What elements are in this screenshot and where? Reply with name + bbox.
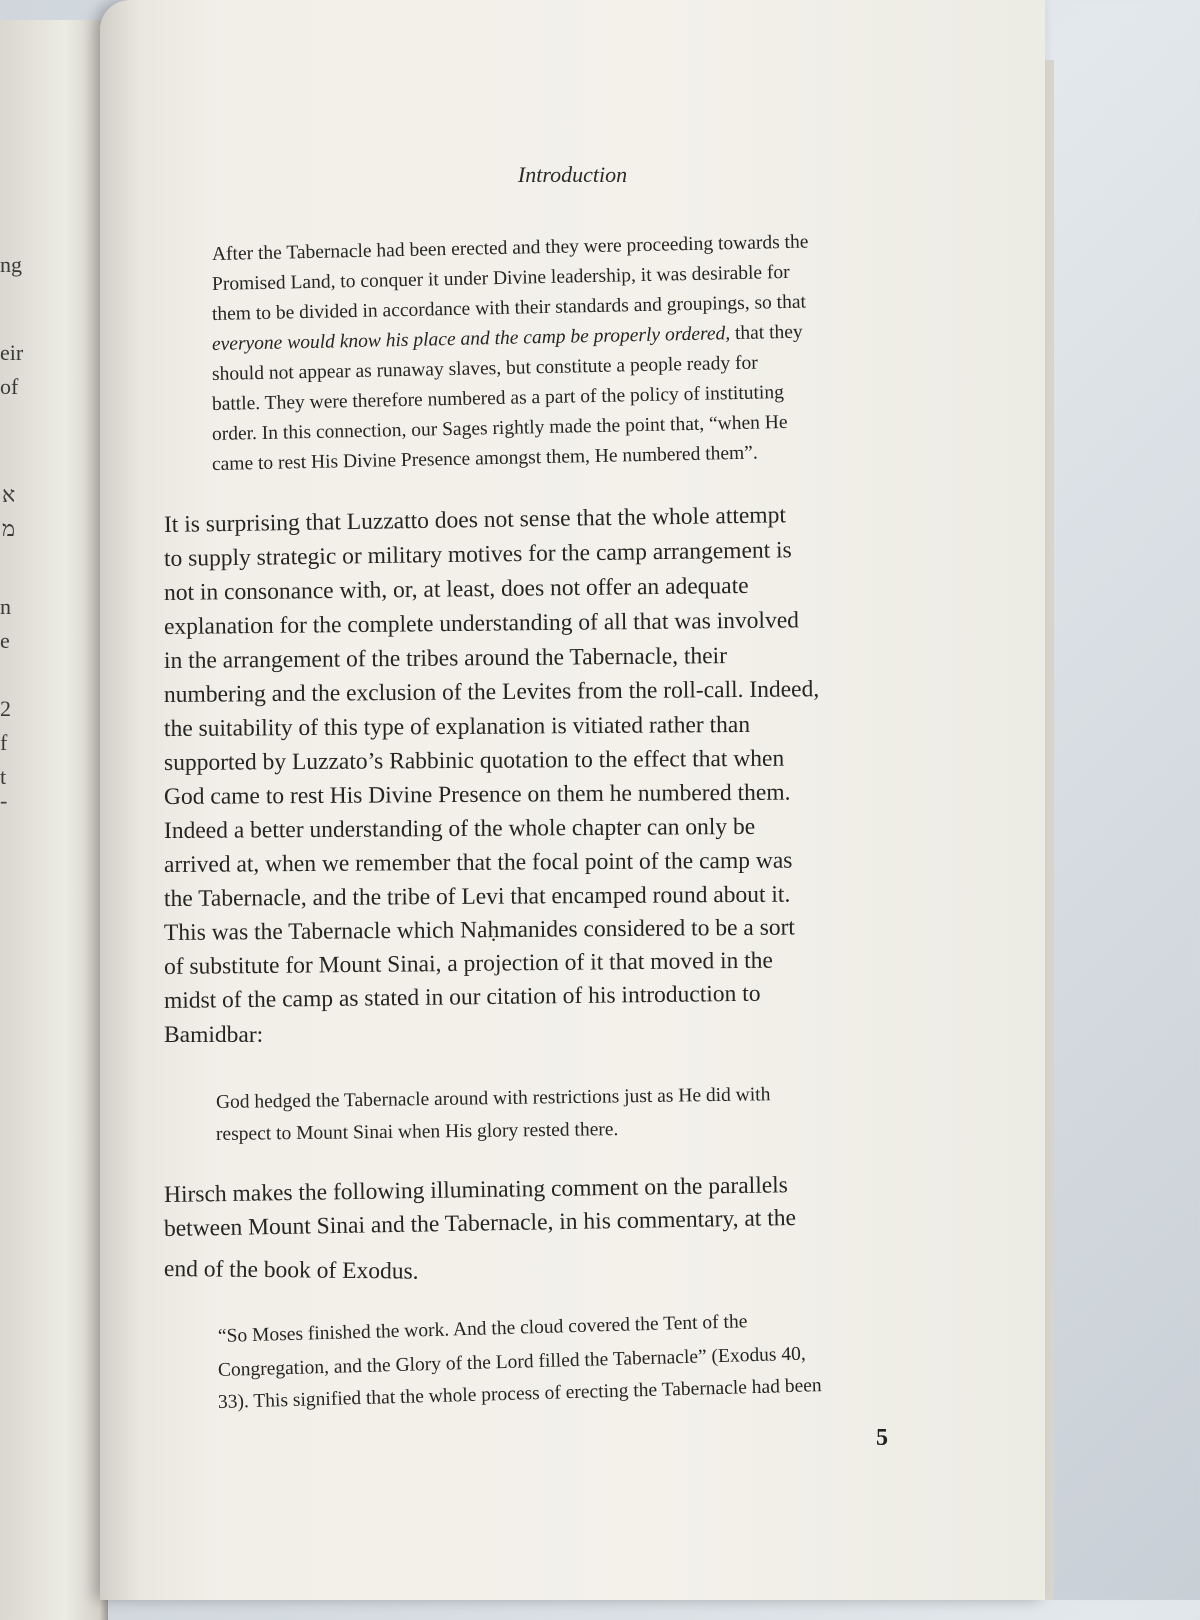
para1-line: God came to rest His Divine Presence on them he numbered them. <box>163 779 791 810</box>
left-fragment: ng <box>0 252 22 277</box>
quote1-line <box>212 260 876 296</box>
page-number: 5 <box>876 1425 888 1451</box>
left-fragment: מ <box>2 516 16 541</box>
quote1-text: should not appear as runaway slaves, but constitute a people ready for <box>211 352 758 385</box>
left-fragment: 2 <box>0 696 11 721</box>
quote2-line: God hedged the Tabernacle around with restrictions just as He did with <box>215 1084 771 1113</box>
para2-line: end of the book of Exodus. <box>163 1256 419 1285</box>
quote3-line: 33). This signified that the whole process of erecting the Tabernacle had been <box>217 1375 822 1413</box>
para1-line: in the arrangement of the tribes around the Tabernacle, their <box>163 643 728 674</box>
quote3-line: Congregation, and the Glory of the Lord filled the Tabernacle” (Exodus 40, <box>217 1343 807 1381</box>
running-head: Introduction <box>517 162 628 187</box>
para1-line: to supply strategic or military motives for the camp arrangement is <box>163 537 792 572</box>
quote1-line <box>212 410 876 446</box>
para2-line: between Mount Sinai and the Tabernacle, in his commentary, at the <box>163 1204 797 1242</box>
quote1-text: order. In this connection, our Sages rightly made the point that, “when He <box>211 411 788 445</box>
para1-line: It is surprising that Luzzatto does not sense that the whole attempt <box>163 502 787 538</box>
para1-line: Bamidbar: <box>164 1022 264 1048</box>
quote1-line <box>212 350 876 386</box>
quote1-text: After the Tabernacle had been erected and they were proceeding towards the <box>211 231 809 265</box>
quote1-text: came to rest His Divine Presence amongst them, He numbered them”. <box>211 442 758 475</box>
para1-line: This was the Tabernacle which Naḥmanides considered to be a sort <box>163 914 796 946</box>
para1-line: supported by Luzzato’s Rabbinic quotation to the effect that when <box>163 745 785 776</box>
quote2-line: respect to Mount Sinai when His glory rested there. <box>215 1119 619 1145</box>
left-fragment: t <box>0 764 7 789</box>
para1-line: explanation for the complete understanding of all that was involved <box>163 607 800 640</box>
para1-line: Indeed a better understanding of the whole chapter can only be <box>163 813 756 844</box>
quote1-line <box>212 320 876 356</box>
quote1-text: battle. They were therefore numbered as a part of the policy of instituting <box>211 382 785 415</box>
para1-line: the suitability of this type of explanation is vitiated rather than <box>163 711 751 742</box>
previous-page-edge <box>0 20 108 1620</box>
left-fragment: e <box>0 628 10 653</box>
para1-line: arrived at, when we remember that the focal point of the camp was <box>163 847 793 878</box>
para1-line: the Tabernacle, and the tribe of Levi that encamped round about it. <box>163 881 791 912</box>
quote1-line <box>212 380 876 416</box>
para1-line: not in consonance with, or, at least, does not offer an adequate <box>163 572 749 606</box>
quote1-line <box>212 230 876 266</box>
para1-line: of substitute for Mount Sinai, a projection of it that moved in the <box>163 947 774 980</box>
para1-line: midst of the camp as stated in our citation of his introduction to <box>163 980 761 1014</box>
para2-line: Hirsch makes the following illuminating comment on the parallels <box>163 1172 789 1208</box>
quote1-text: them to be divided in accordance with their standards and groupings, so that <box>211 291 807 325</box>
para1-line: numbering and the exclusion of the Levites from the roll-call. Indeed, <box>163 676 820 708</box>
quote1-line <box>212 290 876 326</box>
quote1-italic-text: everyone would know his place and the camp be properly ordered, <box>211 323 731 355</box>
left-fragment: n <box>0 594 11 619</box>
book-page <box>100 0 1045 1600</box>
left-fragment: א <box>2 482 16 507</box>
left-fragment: - <box>0 788 8 813</box>
quote1-text: Promised Land, to conquer it under Divine leadership, it was desirable for <box>211 261 790 295</box>
left-fragment: of <box>0 374 19 399</box>
quote1-line <box>212 440 876 476</box>
quote1-text: that they <box>729 321 803 345</box>
quote3-line: “So Moses finished the work. And the cloud covered the Tent of the <box>217 1311 748 1347</box>
left-fragment: eir <box>0 340 24 365</box>
left-fragment: f <box>0 730 8 755</box>
